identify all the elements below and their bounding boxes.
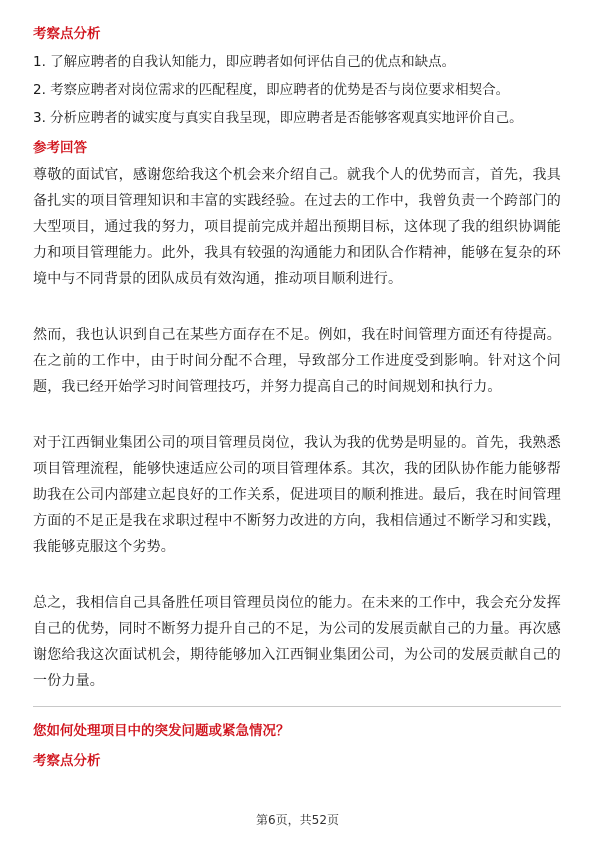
analysis-point-3: 3. 分析应聘者的诚实度与真实自我呈现，即应聘者是否能够客观真实地评价自己。	[33, 110, 523, 126]
page-footer: 第6页，共52页	[256, 813, 339, 827]
answer-paragraph-1: 尊敬的面试官，感谢您给我这个机会来介绍自己。就我个人的优势而言，首先，我具备扎实的项目管理知识和丰富的实践经验。在过去的工作中，我曾负责一个跨部门的大型项目，通过我的努力，项目提前完成并超出预期目标，这体现了我的组织协调能力和项目管理能力。此外，我具有较强的沟通能力和团队合作精神，能够在复杂的环境中与不同背景的团队成员有效沟通，推动项目顺利进行。	[33, 167, 561, 287]
answer-paragraph-3: 对于江西铜业集团公司的项目管理员岗位，我认为我的优势是明显的。首先，我熟悉项目管理流程，能够快速适应公司的项目管理体系。其次，我的团队协作能力能够帮助我在公司内部建立起良好的工作关系，促进项目的顺利推进。最后，我在时间管理方面的不足正是我在求职过程中不断努力改进的方向，我相信通过不断学习和实践，我能够克服这个劣势。	[33, 435, 561, 555]
answer-heading: 参考回答	[33, 140, 87, 156]
analysis-point-2: 2. 考察应聘者对岗位需求的匹配程度，即应聘者的优势是否与岗位要求相契合。	[33, 82, 510, 98]
next-analysis-heading: 考察点分析	[33, 753, 101, 769]
analysis-heading: 考察点分析	[33, 26, 101, 42]
next-question: 您如何处理项目中的突发问题或紧急情况？	[33, 723, 290, 739]
document-page	[33, 24, 561, 779]
section-divider	[33, 706, 561, 707]
analysis-point-1: 1. 了解应聘者的自我认知能力，即应聘者如何评估自己的优点和缺点。	[33, 54, 456, 70]
answer-paragraph-2: 然而，我也认识到自己在某些方面存在不足。例如，我在时间管理方面还有待提高。在之前的工作中，由于时间分配不合理，导致部分工作进度受到影响。针对这个问题，我已经开始学习时间管理技巧，并努力提高自己的时间规划和执行力。	[33, 327, 561, 395]
answer-paragraph-4: 总之，我相信自己具备胜任项目管理员岗位的能力。在未来的工作中，我会充分发挥自己的优势，同时不断努力提升自己的不足，为公司的发展贡献自己的力量。再次感谢您给我这次面试机会，期待能够加入江西铜业集团公司，为公司的发展贡献自己的一份力量。	[33, 595, 561, 689]
